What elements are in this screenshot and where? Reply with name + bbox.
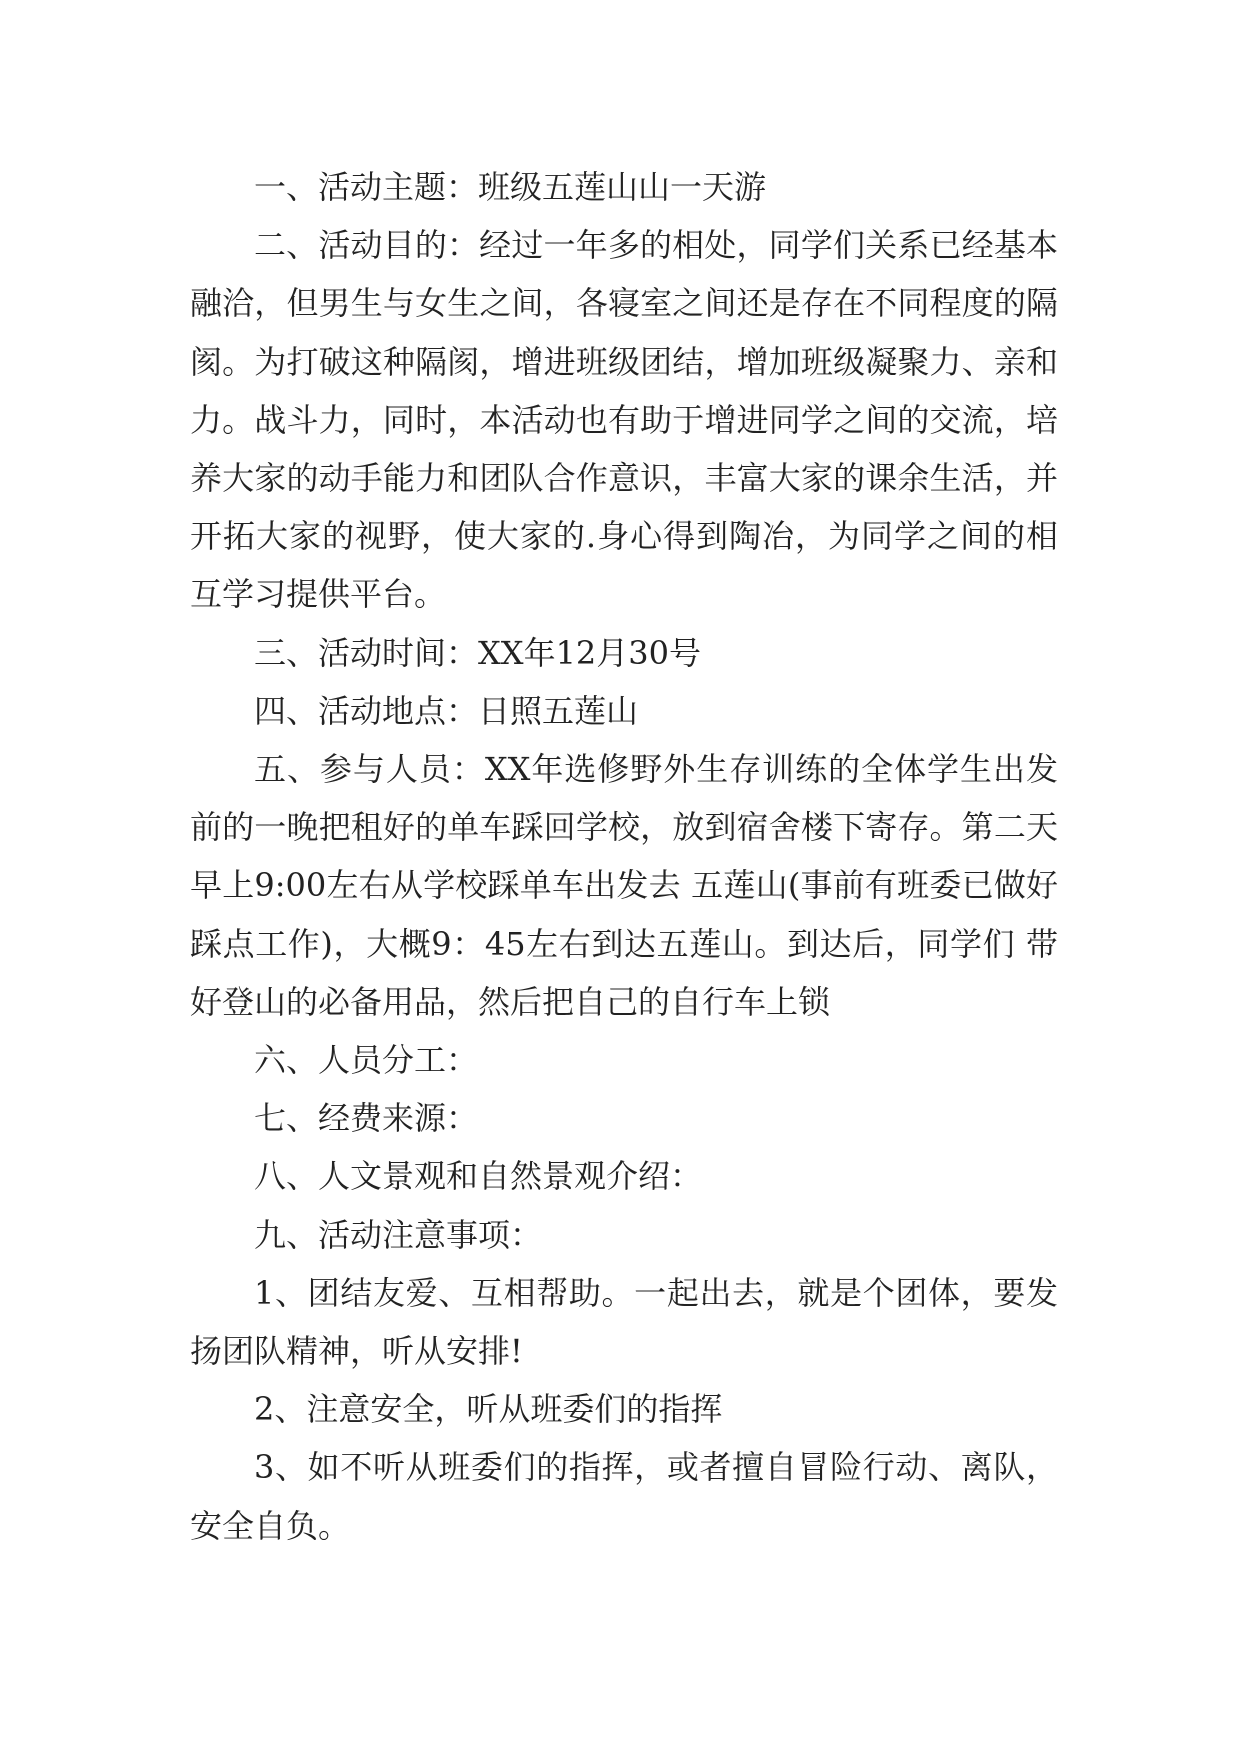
document-body	[190, 158, 1058, 1555]
section-time: 三、活动时间：XX年12月30号	[254, 633, 702, 672]
section-location: 四、活动地点：日照五莲山	[254, 691, 639, 730]
section-theme: 一、活动主题：班级五莲山山一天游	[254, 168, 767, 206]
section-funding: 七、经费来源：	[254, 1099, 479, 1138]
section-notes: 九、活动注意事项：	[254, 1215, 543, 1254]
note-item-3: 3、如不听从班委们的指挥，或者擅自冒险行动、离队，安全自负。	[190, 1448, 1058, 1545]
section-division-of-labor: 六、人员分工：	[254, 1041, 479, 1080]
section-purpose: 二、活动目的：经过一年多的相处，同学们关系已经基本融洽，但男生与女生之间，各寝室之间还是存在不同程度的隔阂。为打破这种隔阂，增进班级团结，增加班级凝聚力、亲和力。战斗力，同时，本活动也有助于增进同学之间的交流，培养大家的动手能力和团队合作意识，丰富大家的课余生活，并开拓大家的视野，使大家的.身心得到陶冶，为同学之间的相互学习提供平台。	[190, 226, 1058, 614]
section-scenery: 八、人文景观和自然景观介绍：	[254, 1157, 703, 1196]
section-participants: 五、参与人员：XX年选修野外生存训练的全体学生出发前的一晚把租好的单车踩回学校，放到宿舍楼下寄存。第二天早上9:00左右从学校踩单车出发去 五莲山(事前有班委已做好踩点工作)，大概9：45左右到达五莲山。到达后，同学们 带好登山的必备用品，然后把自己的自行车上锁	[190, 750, 1058, 1021]
note-item-2: 2、注意安全，听从班委们的指挥	[254, 1390, 723, 1429]
note-item-1: 1、团结友爱、互相帮助。一起出去，就是个团体，要发扬团队精神，听从安排!	[190, 1273, 1058, 1371]
